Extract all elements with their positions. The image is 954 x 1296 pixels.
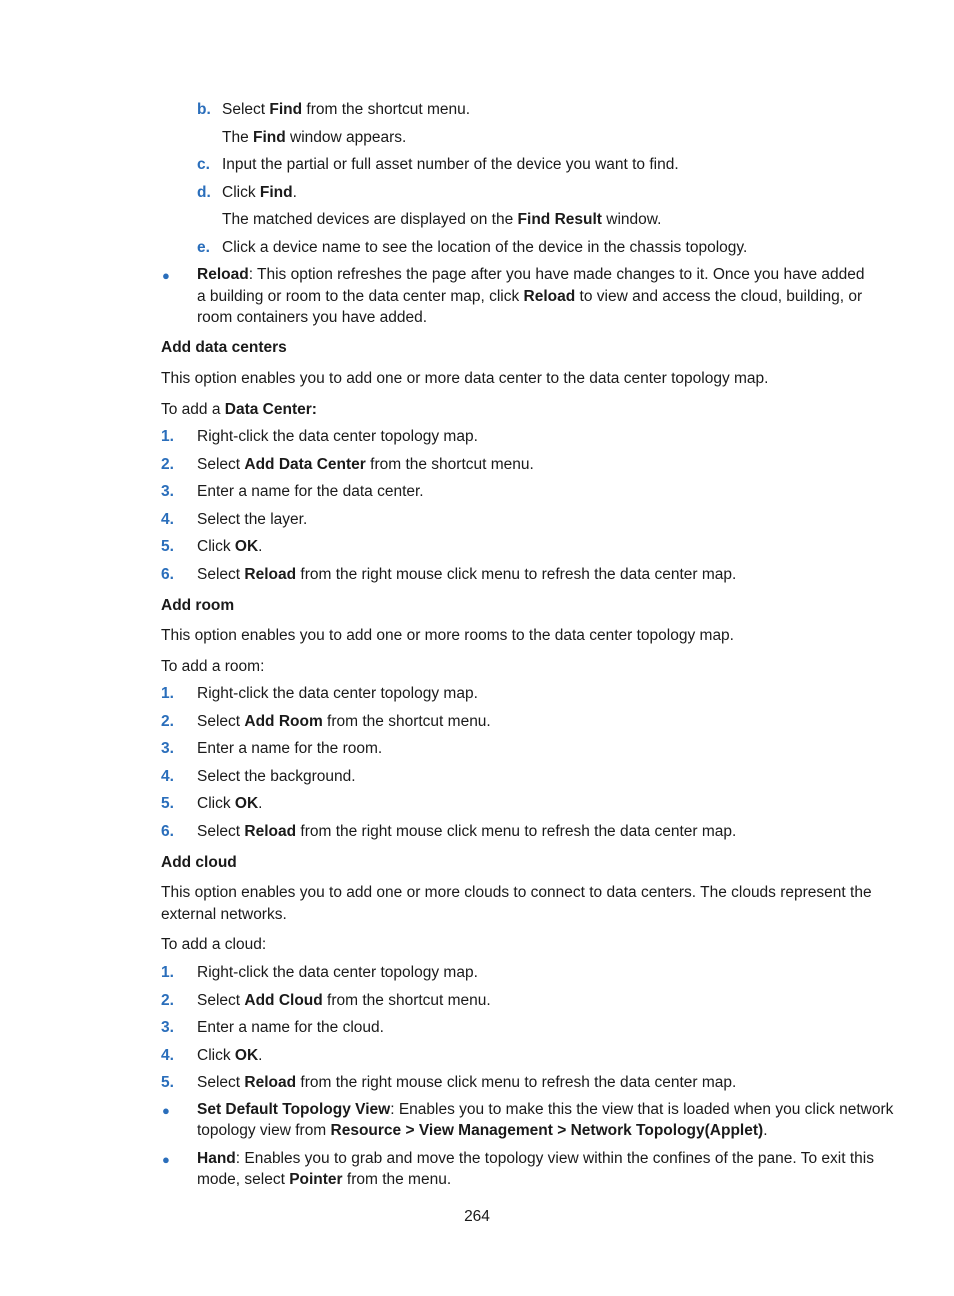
step-text: Select Add Cloud from the shortcut menu. [197, 992, 491, 1009]
step-number: 2. [161, 992, 174, 1009]
step-text: Click OK. [197, 538, 263, 555]
step-number: 1. [161, 685, 174, 702]
substep-text: The matched devices are displayed on the Find Result window. [222, 211, 662, 228]
procedure-lead: To add a room: [161, 658, 265, 675]
section-heading-add-data-centers: Add data centers [161, 339, 287, 356]
step-number: 6. [161, 823, 174, 840]
step-text: Right-click the data center topology map. [197, 964, 478, 981]
step-number: 4. [161, 768, 174, 785]
section-heading-add-cloud: Add cloud [161, 854, 237, 871]
step-number: 3. [161, 740, 174, 757]
bullet-text: topology view from Resource > View Management > Network Topology(Applet). [197, 1122, 768, 1139]
bullet-text: mode, select Pointer from the menu. [197, 1171, 452, 1188]
step-number: 1. [161, 428, 174, 445]
step-text: Click OK. [197, 795, 263, 812]
page-number: 264 [464, 1208, 490, 1225]
section-intro: This option enables you to add one or more rooms to the data center topology map. [161, 627, 734, 644]
bullet-text: Set Default Topology View: Enables you to make this the view that is loaded when you click network [197, 1101, 894, 1118]
substep-text: Click Find. [222, 184, 297, 201]
step-number: 6. [161, 566, 174, 583]
step-text: Select the layer. [197, 511, 308, 528]
step-number: 1. [161, 964, 174, 981]
bullet-text: Reload: This option refreshes the page after you have made changes to it. Once you have added [197, 266, 865, 283]
bullet-text: Hand: Enables you to grab and move the topology view within the confines of the pane. To exit this [197, 1150, 874, 1167]
step-text: Select Add Room from the shortcut menu. [197, 713, 491, 730]
step-number: 5. [161, 538, 174, 555]
substep-marker: d. [197, 184, 211, 201]
substep-text: The Find window appears. [222, 129, 407, 146]
substep-marker: e. [197, 239, 210, 256]
step-number: 5. [161, 1074, 174, 1091]
bullet-text: room containers you have added. [197, 309, 428, 326]
step-text: Enter a name for the cloud. [197, 1019, 384, 1036]
bullet-icon: ● [162, 1152, 170, 1167]
substep-marker: c. [197, 156, 210, 173]
substep-text: Click a device name to see the location of the device in the chassis topology. [222, 239, 748, 256]
substep-text: Input the partial or full asset number of the device you want to find. [222, 156, 679, 173]
step-number: 2. [161, 456, 174, 473]
step-text: Enter a name for the data center. [197, 483, 424, 500]
step-text: Select the background. [197, 768, 356, 785]
step-text: Select Reload from the right mouse click menu to refresh the data center map. [197, 1074, 737, 1091]
step-text: Click OK. [197, 1047, 263, 1064]
procedure-lead: To add a Data Center: [161, 401, 317, 418]
step-number: 4. [161, 511, 174, 528]
step-number: 5. [161, 795, 174, 812]
section-heading-add-room: Add room [161, 597, 235, 614]
section-intro: This option enables you to add one or more clouds to connect to data centers. The clouds represent the [161, 884, 872, 901]
step-text: Select Add Data Center from the shortcut menu. [197, 456, 534, 473]
step-text: Select Reload from the right mouse click menu to refresh the data center map. [197, 823, 737, 840]
procedure-lead: To add a cloud: [161, 936, 267, 953]
step-text: Enter a name for the room. [197, 740, 383, 757]
substep-marker: b. [197, 101, 211, 118]
substep-text: Select Find from the shortcut menu. [222, 101, 471, 118]
step-number: 2. [161, 713, 174, 730]
section-intro: This option enables you to add one or more data center to the data center topology map. [161, 370, 769, 387]
bullet-text: a building or room to the data center map, click Reload to view and access the cloud, building, or [197, 288, 863, 305]
bullet-icon: ● [162, 268, 170, 283]
step-number: 3. [161, 1019, 174, 1036]
step-number: 4. [161, 1047, 174, 1064]
step-text: Right-click the data center topology map. [197, 685, 478, 702]
step-text: Select Reload from the right mouse click menu to refresh the data center map. [197, 566, 737, 583]
section-intro: external networks. [161, 906, 287, 923]
bullet-icon: ● [162, 1103, 170, 1118]
step-number: 3. [161, 483, 174, 500]
step-text: Right-click the data center topology map. [197, 428, 478, 445]
